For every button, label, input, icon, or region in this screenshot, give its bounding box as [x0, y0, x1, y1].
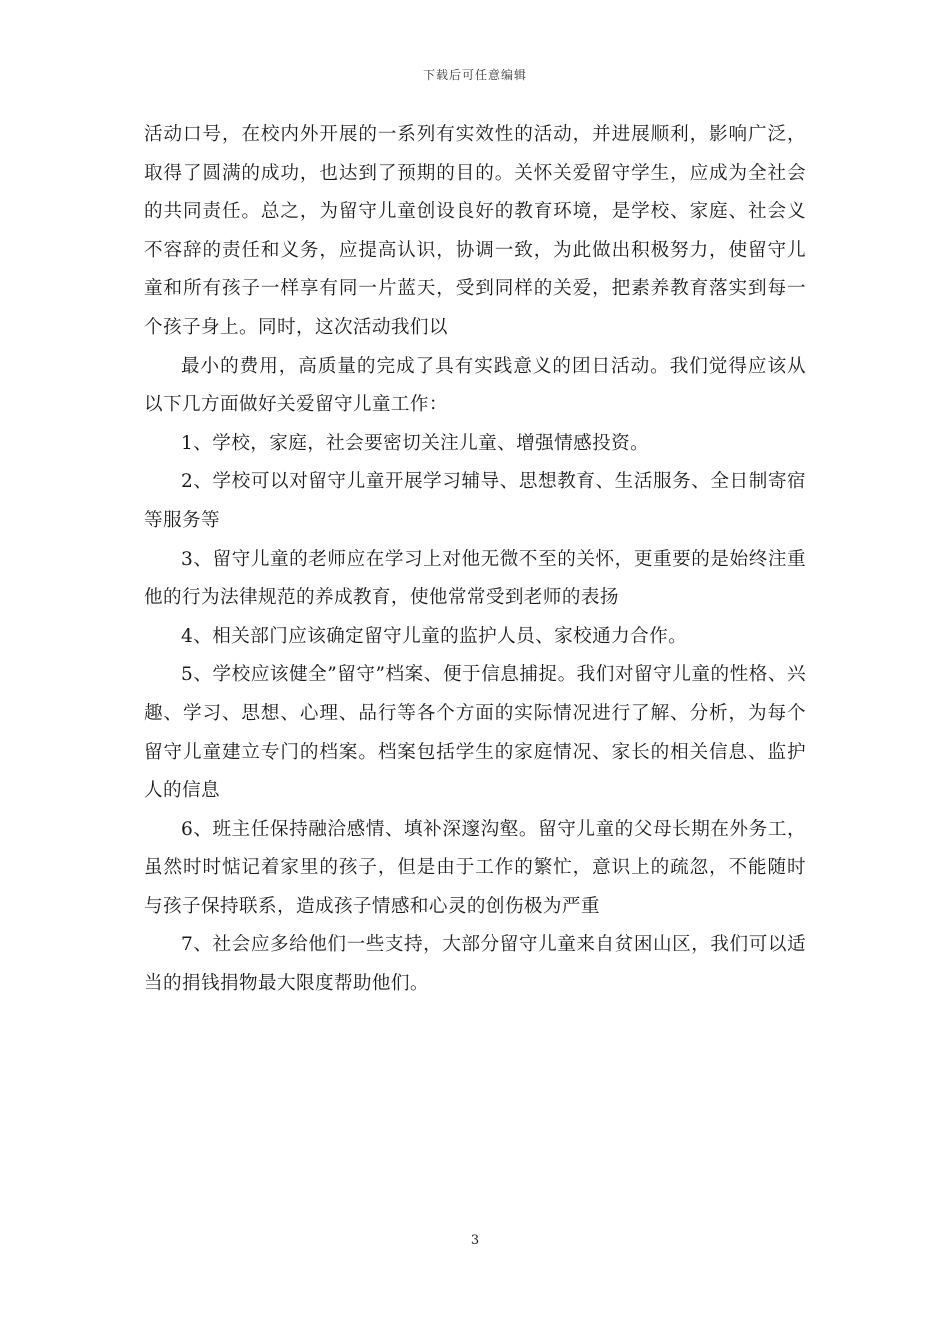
- paragraph-1: 活动口号，在校内外开展的一系列有实效性的活动，并进展顺利，影响广泛，取得了圆满的成功，也达到了预期的目的。关怀关爱留守学生，应成为全社会的共同责任。总之，为留守儿童创设良好的教育环境，是学校、家庭、社会义不容辞的责任和义务，应提高认识，协调一致，为此做出积极努力，使留守儿童和所有孩子一样享有同一片蓝天，受到同样的关爱，把素养教育落实到每一个孩子身上。同时，这次活动我们以: [144, 124, 806, 338]
- list-item-2: 2、学校可以对留守儿童开展学习辅导、思想教育、生活服务、全日制寄宿等服务等: [144, 471, 806, 531]
- list-item-4: 4、相关部门应该确定留守儿童的监护人员、家校通力合作。: [181, 625, 688, 647]
- list-item-3: 3、留守儿童的老师应在学习上对他无微不至的关怀，更重要的是始终注重他的行为法律规范的养成教育，使他常常受到老师的表扬: [144, 548, 806, 609]
- paragraph-2: 最小的费用，高质量的完成了具有实践意义的团日活动。我们觉得应该从以下几方面做好关爱留守儿童工作：: [144, 355, 806, 416]
- page-header: 下载后可任意编辑: [422, 68, 527, 82]
- list-item-6: 6、班主任保持融洽感情、填补深邃沟壑。留守儿童的父母长期在外务工，虽然时时惦记着家里的孩子，但是由于工作的繁忙，意识上的疏忽，不能随时与孩子保持联系，造成孩子情感和心灵的创伤极为严重: [144, 818, 806, 917]
- page-number: 3: [470, 1233, 480, 1248]
- document-body: [144, 116, 806, 1004]
- list-item-7: 7、社会应多给他们一些支持，大部分留守儿童来自贫困山区，我们可以适当的捐钱捐物最大限度帮助他们。: [144, 934, 806, 995]
- list-item-5: 5、学校应该健全”留守”档案、便于信息捕捉。我们对留守儿童的性格、兴趣、学习、思想、心理、品行等各个方面的实际情况进行了解、分析，为每个留守儿童建立专门的档案。档案包括学生的家庭情况、家长的相关信息、监护人的信息: [144, 664, 806, 802]
- list-item-1: 1、学校，家庭，社会要密切关注儿童、增强情感投资。: [181, 432, 650, 454]
